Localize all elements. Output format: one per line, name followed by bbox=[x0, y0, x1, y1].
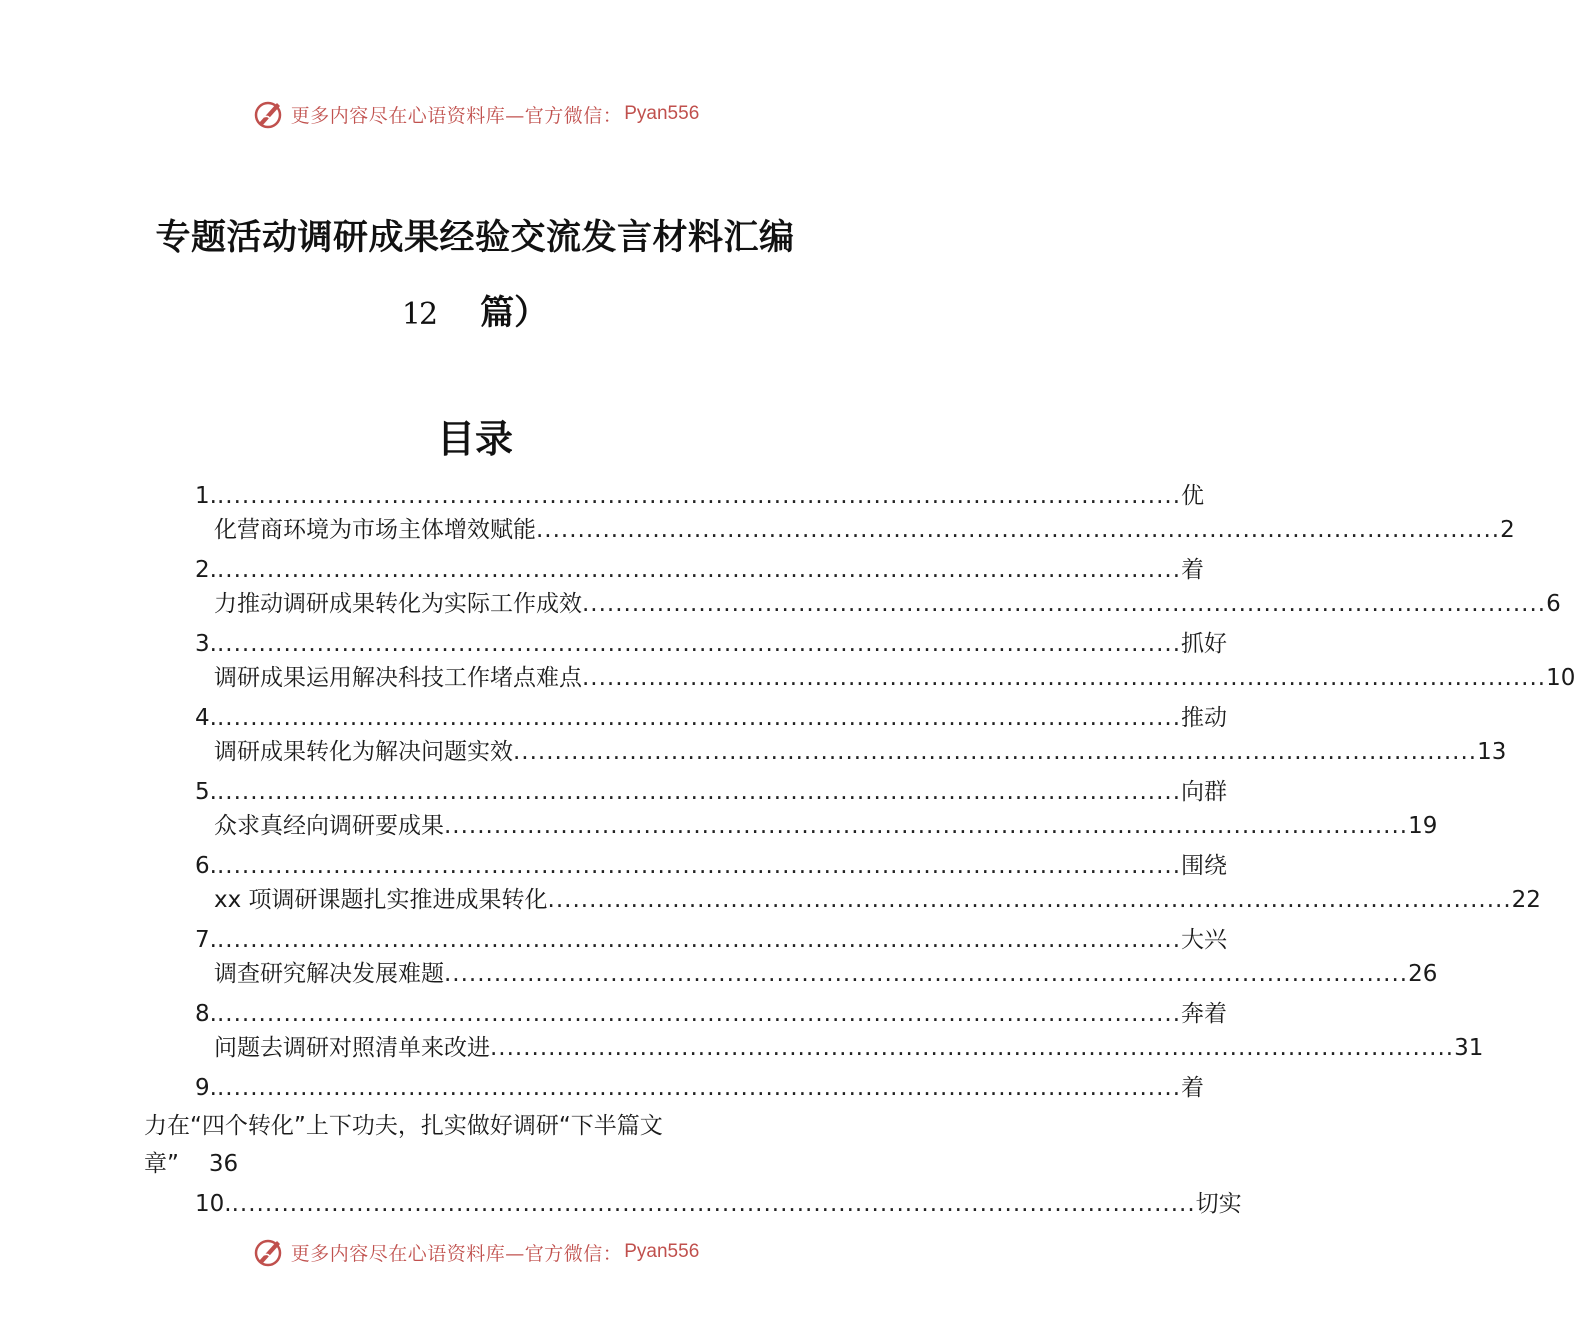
toc-number: 8. bbox=[195, 1001, 217, 1027]
toc-title-rest: 章” bbox=[144, 1151, 179, 1177]
toc-page: 10 bbox=[1546, 665, 1575, 691]
watermark-text: 更多内容尽在心语资料库—官方微信： bbox=[290, 104, 623, 127]
toc-entry-3-line2[interactable] bbox=[214, 661, 1575, 695]
toc-entry-2-line1[interactable] bbox=[195, 553, 1205, 587]
toc-title-start: 大兴 bbox=[1181, 927, 1228, 953]
toc-page: 2 bbox=[1500, 517, 1515, 543]
watermark-account: Pyan556 bbox=[624, 103, 700, 124]
toc-title-start: 向群 bbox=[1181, 779, 1228, 805]
toc-title-rest: 调研成果运用解决科技工作堵点难点 bbox=[214, 665, 582, 691]
toc-leader: .................................................................................................................... bbox=[216, 779, 1182, 805]
document-subtitle bbox=[0, 285, 950, 334]
toc-leader: .................................................................................................................... bbox=[582, 591, 1547, 617]
toc-entry-1-line2[interactable] bbox=[214, 513, 1515, 547]
toc-entry-6-line1[interactable] bbox=[195, 849, 1228, 883]
toc-entry-9-wrap1[interactable]: 力在“四个转化”上下功夫，扎实做好调研“下半篇文 bbox=[144, 1113, 663, 1139]
toc-title-start: 切实 bbox=[1195, 1191, 1242, 1217]
toc-title-start: 抓好 bbox=[1181, 631, 1228, 657]
header-watermark bbox=[0, 94, 950, 134]
toc-number: 3. bbox=[195, 631, 217, 657]
toc-title-start: 着 bbox=[1181, 557, 1205, 583]
toc-number: 1. bbox=[195, 483, 217, 509]
toc-page: 26 bbox=[1408, 961, 1438, 987]
toc-leader: .................................................................................................................... bbox=[547, 887, 1512, 913]
toc-page: 19 bbox=[1408, 813, 1438, 839]
toc-leader: .................................................................................................................... bbox=[490, 1035, 1455, 1061]
toc-entry-7-line1[interactable] bbox=[195, 923, 1228, 957]
toc-page: 13 bbox=[1477, 739, 1507, 765]
pen-logo-icon bbox=[251, 1235, 285, 1269]
toc-title-rest: 调研成果转化为解决问题实效 bbox=[214, 739, 513, 765]
toc-number: 6. bbox=[195, 853, 217, 879]
toc-leader: .................................................................................................................... bbox=[216, 705, 1182, 731]
toc-entry-1-line1[interactable] bbox=[195, 479, 1205, 513]
pen-logo-icon bbox=[251, 97, 285, 131]
toc-page: 22 bbox=[1511, 887, 1541, 913]
toc-title-rest: 力推动调研成果转化为实际工作成效 bbox=[214, 591, 582, 617]
toc-title-start: 奔着 bbox=[1181, 1001, 1228, 1027]
toc-leader: .................................................................................................................... bbox=[513, 739, 1478, 765]
toc-title-rest: 化营商环境为市场主体增效赋能 bbox=[214, 517, 536, 543]
toc-entry-7-line2[interactable] bbox=[214, 957, 1438, 991]
toc-entry-4-line1[interactable] bbox=[195, 701, 1228, 735]
toc-entry-5-line1[interactable] bbox=[195, 775, 1228, 809]
document-title: 专题活动调研成果经验交流发言材料汇编 bbox=[155, 217, 795, 258]
toc-title-start: 围绕 bbox=[1181, 853, 1228, 879]
watermark-text: 更多内容尽在心语资料库—官方微信： bbox=[290, 1242, 623, 1265]
toc-title-start: 优 bbox=[1181, 483, 1205, 509]
toc-entry-2-line2[interactable] bbox=[214, 587, 1561, 621]
toc-leader: .................................................................................................................... bbox=[582, 665, 1547, 691]
toc-page: 36 bbox=[208, 1151, 239, 1177]
toc-leader: .................................................................................................................... bbox=[536, 517, 1501, 543]
toc-number: 5. bbox=[195, 779, 217, 805]
toc-leader: .................................................................................................................... bbox=[216, 557, 1182, 583]
toc-heading: 目录 bbox=[436, 416, 513, 461]
toc-number: 4. bbox=[195, 705, 217, 731]
toc-entry-8-line1[interactable] bbox=[195, 997, 1228, 1031]
toc-entry-6-line2[interactable] bbox=[214, 883, 1541, 917]
toc-leader: .................................................................................................................... bbox=[444, 961, 1409, 987]
toc-title-start: 推动 bbox=[1181, 705, 1228, 731]
footer-watermark bbox=[0, 1232, 950, 1272]
toc-leader: .................................................................................................................... bbox=[216, 927, 1182, 953]
toc-title-rest: 问题去调研对照清单来改进 bbox=[214, 1035, 490, 1061]
toc-title-rest: 调查研究解决发展难题 bbox=[214, 961, 444, 987]
toc-title-rest: 众求真经向调研要成果 bbox=[214, 813, 444, 839]
subtitle-word: 篇） bbox=[480, 293, 549, 333]
toc-title-rest: xx 项调研课题扎实推进成果转化 bbox=[214, 887, 548, 913]
toc-number: 10. bbox=[195, 1191, 232, 1217]
toc-entry-5-line2[interactable] bbox=[214, 809, 1438, 843]
toc-leader: .................................................................................................................... bbox=[231, 1191, 1196, 1217]
toc-leader: .................................................................................................................... bbox=[216, 483, 1182, 509]
watermark-account: Pyan556 bbox=[624, 1241, 700, 1262]
subtitle-count: 12 bbox=[401, 297, 437, 332]
toc-leader: .................................................................................................................... bbox=[216, 1001, 1182, 1027]
toc-number: 7. bbox=[195, 927, 217, 953]
toc-leader: .................................................................................................................... bbox=[216, 853, 1182, 879]
toc-leader: .................................................................................................................... bbox=[216, 631, 1182, 657]
toc-number: 2. bbox=[195, 557, 217, 583]
toc-page: 6 bbox=[1546, 591, 1561, 617]
toc-entry-9-line1[interactable] bbox=[195, 1071, 1205, 1105]
toc-leader: .................................................................................................................... bbox=[444, 813, 1409, 839]
toc-number: 9. bbox=[195, 1075, 217, 1101]
toc-title-start: 着 bbox=[1181, 1075, 1205, 1101]
toc-entry-10-line1[interactable] bbox=[195, 1187, 1242, 1221]
toc-entry-9-wrap2[interactable] bbox=[144, 1147, 238, 1181]
toc-page: 31 bbox=[1454, 1035, 1484, 1061]
toc-entry-8-line2[interactable] bbox=[214, 1031, 1484, 1065]
toc-entry-3-line1[interactable] bbox=[195, 627, 1228, 661]
toc-entry-4-line2[interactable] bbox=[214, 735, 1507, 769]
toc-leader: .................................................................................................................... bbox=[216, 1075, 1182, 1101]
